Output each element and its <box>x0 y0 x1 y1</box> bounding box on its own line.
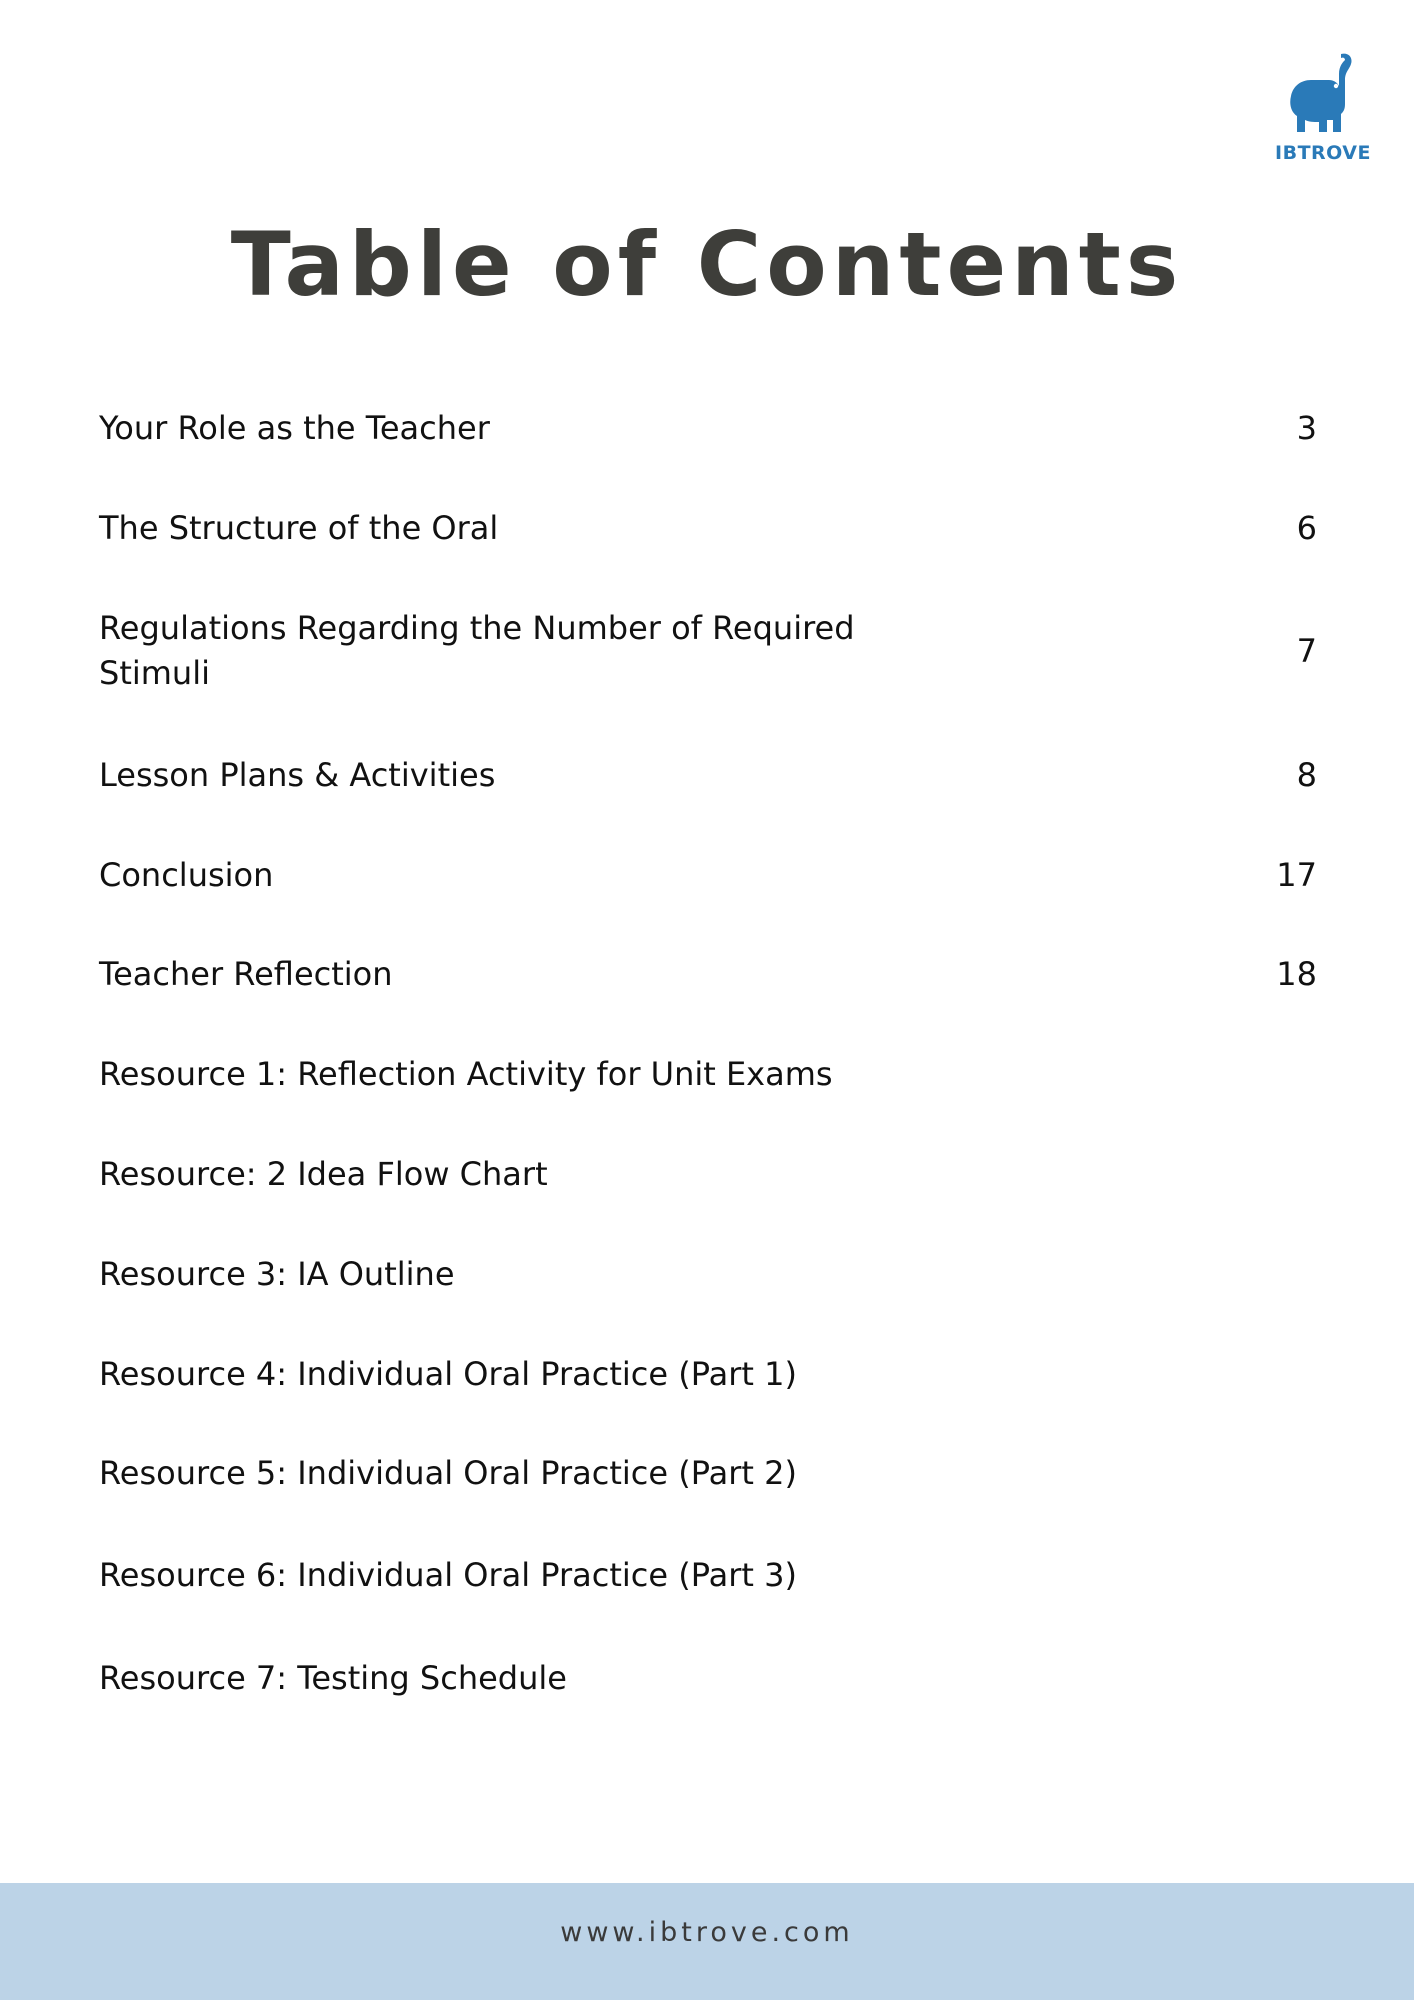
toc-entry-label: Resource 1: Reflection Activity for Unit Exams <box>99 1055 833 1093</box>
page-footer <box>0 1883 1414 2000</box>
toc-entry-page: 3 <box>1296 409 1317 447</box>
footer-url[interactable]: www.ibtrove.com <box>560 1917 854 1948</box>
toc-entry[interactable] <box>99 853 1317 898</box>
toc-entry-label: Resource: 2 Idea Flow Chart <box>99 1155 548 1193</box>
toc-entry[interactable] <box>99 1451 1317 1496</box>
toc-entry-label: The Structure of the Oral <box>99 509 499 547</box>
toc-entry-label: Your Role as the Teacher <box>99 409 490 447</box>
toc-entry-label: Teacher Reflection <box>99 955 393 993</box>
toc-entry-label: Resource 6: Individual Oral Practice (Part 3) <box>99 1556 797 1594</box>
toc-entry[interactable] <box>99 1252 1317 1297</box>
toc-entry[interactable] <box>99 1656 1317 1701</box>
toc-entry[interactable] <box>99 753 1317 798</box>
toc-entry-page: 7 <box>1296 631 1317 670</box>
toc-entry-page: 6 <box>1296 509 1317 547</box>
toc-entry[interactable] <box>99 1352 1317 1397</box>
toc-entry-label: Resource 5: Individual Oral Practice (Part 2) <box>99 1454 797 1492</box>
toc-entry[interactable] <box>99 1553 1317 1598</box>
toc-entry[interactable] <box>99 606 1317 696</box>
toc-entry-label: Conclusion <box>99 856 274 894</box>
toc-entry[interactable] <box>99 1052 1317 1097</box>
toc-entry-page: 18 <box>1276 955 1317 993</box>
toc-entry[interactable] <box>99 406 1317 451</box>
brand-name: IBTROVE <box>1275 142 1371 164</box>
page-title: Table of Contents <box>230 213 1184 316</box>
toc-entry-label: Lesson Plans & Activities <box>99 756 496 794</box>
toc-entry-label: Resource 4: Individual Oral Practice (Part 1) <box>99 1355 797 1393</box>
toc-entry[interactable] <box>99 952 1317 997</box>
toc-entry-label: Resource 3: IA Outline <box>99 1255 455 1293</box>
toc-entry-label: Regulations Regarding the Number of Required Stimuli <box>99 609 855 692</box>
toc-list <box>99 0 1317 1760</box>
toc-entry[interactable] <box>99 1152 1317 1197</box>
toc-entry-page: 8 <box>1296 756 1317 794</box>
toc-entry[interactable] <box>99 506 1317 551</box>
toc-entry-page: 17 <box>1276 856 1317 894</box>
toc-entry-label: Resource 7: Testing Schedule <box>99 1659 567 1697</box>
